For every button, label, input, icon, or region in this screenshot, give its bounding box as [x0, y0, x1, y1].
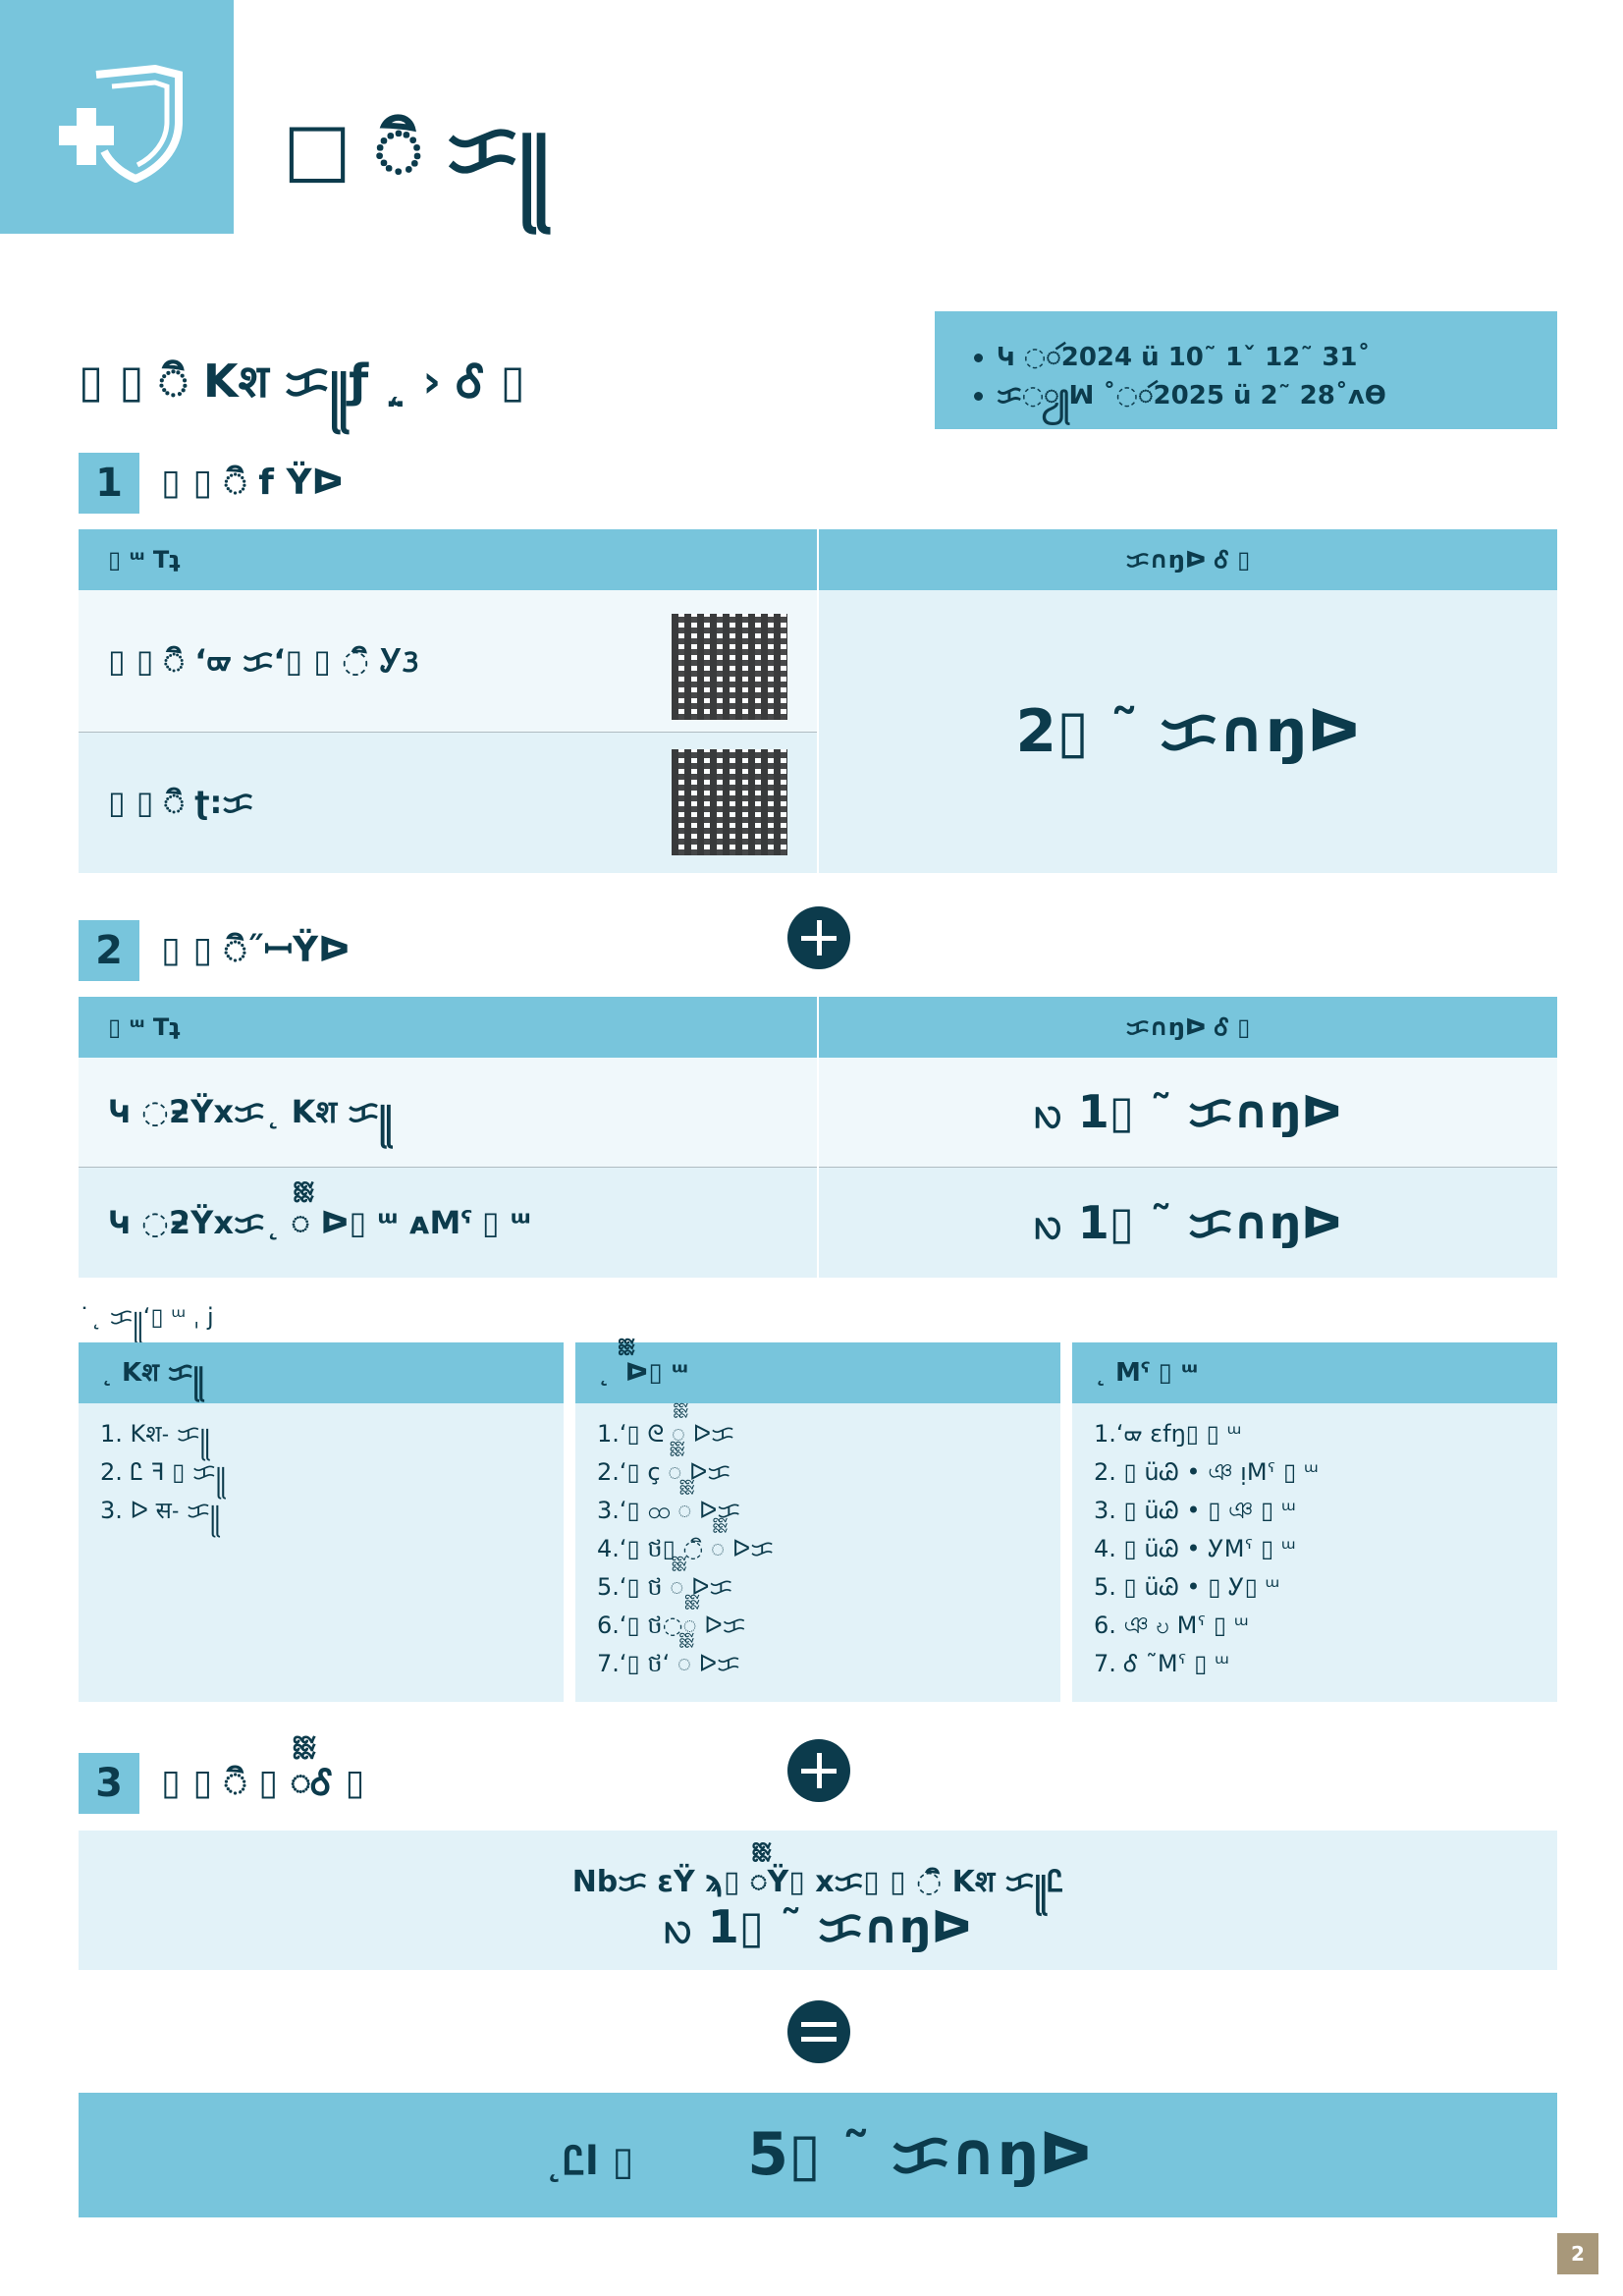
date-line-start: Կ ◌ꦂ2024 ü 10˜ 1ˇ 12˜ 31˚ — [974, 339, 1557, 377]
list-item: 2.ʻ▯ ç ᢆ ᐅᜃ — [597, 1458, 731, 1486]
category-list — [1072, 1415, 1319, 1683]
page-title: □ ◌ิ ᜃ꧋ — [283, 107, 551, 191]
table-header-item: ▯ ᵚ Tʇ — [108, 546, 181, 574]
total-value: 5▯ ˜ ᜃ∩ŋᐅ — [747, 2120, 1093, 2189]
section-3-header — [79, 1753, 1060, 1814]
table-row — [79, 1168, 817, 1278]
row-label: ▯ ▯ ◌ิ ʻᢍ ᜃʻ▯ ▯ ◌ิ Ꭹᜂ — [108, 642, 419, 680]
list-item: 1. Kश˗ ᜃ꧋ — [100, 1420, 210, 1448]
table-row — [79, 1058, 817, 1167]
category-list — [79, 1415, 226, 1530]
date-range-box — [935, 311, 1557, 429]
qr-code-icon — [672, 749, 787, 855]
qr-code-icon — [672, 614, 787, 720]
list-item: 3. ▯ üᏊ • ▯ ঞ ▯ ᵚ — [1094, 1497, 1296, 1524]
column-header: ˛ ᢆ ᐅ▯ ᵚ — [575, 1342, 1060, 1403]
list-item: 3. ᐅ स˗ ᜃ꧋ — [100, 1497, 221, 1524]
column-divider — [817, 997, 819, 1278]
section-3-box — [79, 1831, 1557, 1970]
logo — [0, 0, 234, 234]
section-1-value: 2▯ ˜ ᜃ∩ŋᐅ — [819, 590, 1557, 873]
bullet-icon — [974, 392, 983, 401]
list-item: 6.ʻ▯ ថ◌ᢆ ᐅᜃ — [597, 1612, 746, 1639]
section-2-table — [79, 997, 1557, 1278]
row-value: ꩳ 1▯ ˜ ᜃ∩ŋᐅ — [819, 1058, 1557, 1167]
column-divider — [817, 529, 819, 873]
section-title: ▯ ▯ ◌ิ˝ꟷŸᐅ — [161, 930, 351, 970]
row-label: Կ ◌ƻŸxᜃ˛ ᢆ ᐅ▯ ᵚ ᴀMˤ ▯ ᵚ — [108, 1204, 531, 1241]
bullet-icon — [974, 354, 983, 362]
row-label: Կ ◌ƻŸxᜃ˛ Kश ᜃ꧋ — [108, 1093, 393, 1130]
section-number: 2 — [79, 920, 139, 981]
row-value: ꩳ 1▯ ˜ ᜃ∩ŋᐅ — [819, 1168, 1557, 1278]
date-line-end: ᜃ◌ꦾꟽ ˚◌ꦂ2025 ü 2˜ 28˚ʌϴ — [974, 377, 1557, 415]
section-3-subtitle: Nbᜃ ɛŸ ϡ▯ ᢆŸ▯ xᜃ▯ ▯ ◌ิ Kश ᜃ꧋Ꮭ — [571, 1865, 1064, 1899]
list-item: 4.ʻ▯ ថ▯ ◌ิ ᢆ ᐅᜃ — [597, 1535, 774, 1562]
table-header-item: ▯ ᵚ Tʇ — [108, 1013, 181, 1041]
category-column — [575, 1342, 1060, 1702]
list-item: 7.ʻ▯ ថʻ ᢆ ᐅᜃ — [597, 1650, 740, 1677]
category-list — [575, 1415, 774, 1683]
section-number: 3 — [79, 1753, 139, 1814]
list-item: 3.ʻ▯ ထ ᢆ ᐅᜃ — [597, 1497, 741, 1524]
table-header-amount: ᜃ∩ŋᐅ Ꮄ ▯ — [1125, 546, 1251, 574]
list-item: 5. ▯ üᏊ • ▯ Ꭹ▯ ᵚ — [1094, 1573, 1280, 1601]
section-title: ▯ ▯ ◌ิ ▯ ᢆᎴ ▯ — [161, 1763, 365, 1803]
category-column — [1072, 1342, 1557, 1702]
list-item: 1.ʻᢍ ɛfŋ▯ ▯ ᵚ — [1094, 1420, 1242, 1448]
row-label: ▯ ▯ ◌ิ ʈ:ᜃ — [108, 784, 253, 821]
section-title: ▯ ▯ ◌ิ f Ÿᐅ — [161, 463, 345, 503]
column-header: ˛ Kश ᜃ꧋ — [79, 1342, 564, 1403]
section-3-value: ꩳ 1▯ ˜ ᜃ∩ŋᐅ — [663, 1900, 973, 1953]
list-item: 6. ঞ ဎ Mˤ ▯ ᵚ — [1094, 1612, 1249, 1639]
list-item: 2. Ꮭ ꟻ ▯ ᜃ꧋ — [100, 1458, 227, 1486]
column-header: ˛ Mˤ ▯ ᵚ — [1072, 1342, 1557, 1403]
table-header-amount: ᜃ∩ŋᐅ Ꮄ ▯ — [1125, 1013, 1251, 1041]
section-1-header — [79, 453, 1060, 514]
total-label: ˛Ꮭl ▯ — [543, 2139, 634, 2184]
section-1-table — [79, 529, 1557, 873]
list-item: 4. ▯ üᏊ • ᎩMˤ ▯ ᵚ — [1094, 1535, 1296, 1562]
list-item: 5.ʻ▯ ថ ᢆ ᐅᜃ — [597, 1573, 733, 1601]
total-box — [79, 2093, 1557, 2217]
document-heading: ▯ ▯ ◌ิ Kश ᜃ꧋ƒ ˛̤ › Ꮄ ▯ — [79, 355, 525, 408]
section-number: 1 — [79, 453, 139, 514]
shield-medical-cross-icon — [57, 65, 185, 183]
page-number: 2 — [1557, 2233, 1598, 2274]
list-item: 2. ▯ üᏊ • ঞ ᴉMˤ ▯ ᵚ — [1094, 1458, 1319, 1486]
equals-circle-icon — [787, 2000, 850, 2063]
section-2-header — [79, 920, 1060, 981]
list-item: 7. Ꮄ ˜Mˤ ▯ ᵚ — [1094, 1650, 1229, 1677]
footnote: ˙˛ ᜃ꧋ʻ▯ ᵚ ˌ j — [79, 1303, 214, 1331]
category-column — [79, 1342, 564, 1702]
list-item: 1.ʻ▯ ᘓ ᢆ ᐅᜃ — [597, 1420, 734, 1448]
